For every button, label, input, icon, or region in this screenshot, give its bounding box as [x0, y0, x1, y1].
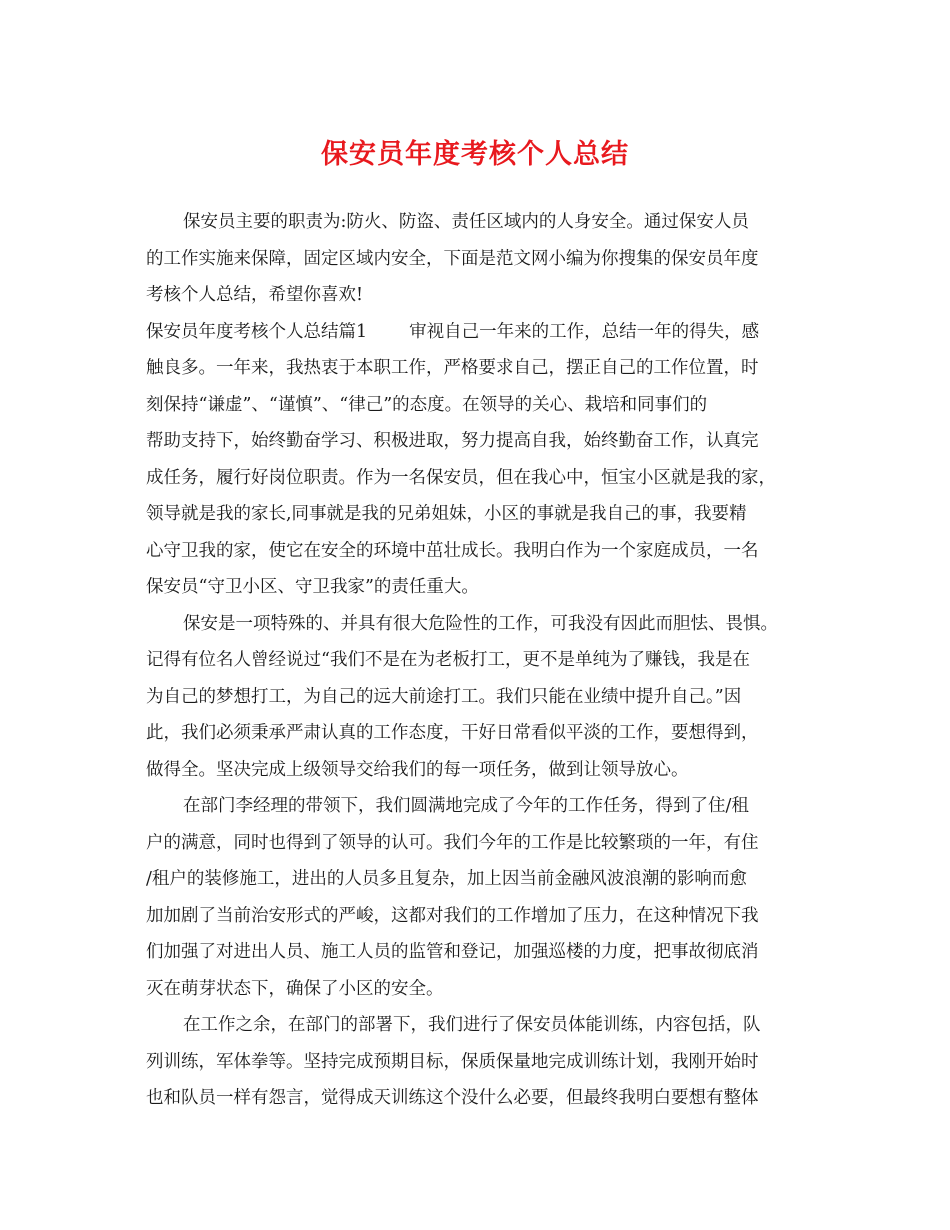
- text-line: 考核个人总结，希望你喜欢!: [146, 285, 364, 305]
- text-line: 记得有位名人曾经说过“我们不是在为老板打工，更不是单纯为了赚钱，我是在: [146, 650, 750, 670]
- text-line: 的工作实施来保障，固定区域内安全，下面是范文网小编为你搜集的保安员年度: [146, 248, 759, 269]
- text-line: 也和队员一样有怨言，觉得成天训练这个没什么必要，但最终我明白要想有整体: [146, 1088, 759, 1108]
- text-line: 领导就是我的家长,同事就是我的兄弟姐妹，小区的事就是我自己的事，我要精: [146, 504, 747, 524]
- text-line: 们加强了对进出人员、施工人员的监管和登记，加强巡楼的力度，把事故彻底消: [146, 942, 759, 962]
- text-line: 加加剧了当前治安形式的严峻，这都对我们的工作增加了压力，在这种情况下我: [146, 905, 759, 926]
- section-heading: 保安员年度考核个人总结篇1: [146, 321, 368, 342]
- text-line: 在工作之余，在部门的部署下，我们进行了保安员体能训练，内容包括，队: [183, 1015, 761, 1035]
- text-line: 在部门李经理的带领下，我们圆满地完成了今年的工作任务，得到了住/租: [183, 796, 749, 816]
- text-line: 帮助支持下，始终勤奋学习、积极进取，努力提高自我，始终勤奋工作，认真完: [146, 431, 759, 451]
- text-line: /租户的装修施工，进出的人员多且复杂，加上因当前金融风波浪潮的影响而愈: [146, 869, 747, 889]
- text-line: 此，我们必须秉承严肃认真的工作态度，干好日常看似平淡的工作，要想得到，: [146, 723, 759, 743]
- text-line: 列训练，军体拳等。坚持完成预期目标，保质保量地完成训练计划，我刚开始时: [146, 1051, 759, 1072]
- text-line: 保安员“守卫小区、守卫我家”的责任重大。: [146, 577, 479, 597]
- text-line: 心守卫我的家，使它在安全的环境中茁壮成长。我明白作为一个家庭成员，一名: [146, 540, 759, 561]
- text-line: 做得全。坚决完成上级领导交给我们的每一项任务，做到让领导放心。: [146, 759, 689, 780]
- text-line: 户的满意，同时也得到了领导的认可。我们今年的工作是比较繁琐的一年，有住: [146, 832, 759, 853]
- text-line: 刻保持“谦虚”、“谨慎”、“律己”的态度。在领导的关心、栽培和同事们的: [146, 394, 708, 415]
- document-title: 保安员年度考核个人总结: [321, 139, 629, 170]
- document-body: [146, 204, 811, 1117]
- text-line: 保安员主要的职责为:防火、防盗、责任区域内的人身安全。通过保安人员: [183, 212, 749, 232]
- text-line: 为自己的梦想打工，为自己的远大前途打工。我们只能在业绩中提升自己。”因: [146, 686, 742, 707]
- text-line: 保安是一项特殊的、并具有很大危险性的工作，可我没有因此而胆怯、畏惧。: [183, 613, 778, 634]
- text-segment: 审视自己一年来的工作，总结一年的得失，感: [409, 321, 760, 342]
- text-line: 成任务，履行好岗位职责。作为一名保安员，但在我心中，恒宝小区就是我的家，: [146, 467, 776, 488]
- text-line: 触良多。一年来，我热衷于本职工作，严格要求自己，摆正自己的工作位置，时: [146, 358, 759, 378]
- section-heading-line: [146, 314, 811, 351]
- text-line: 灭在萌芽状态下，确保了小区的安全。: [146, 978, 444, 999]
